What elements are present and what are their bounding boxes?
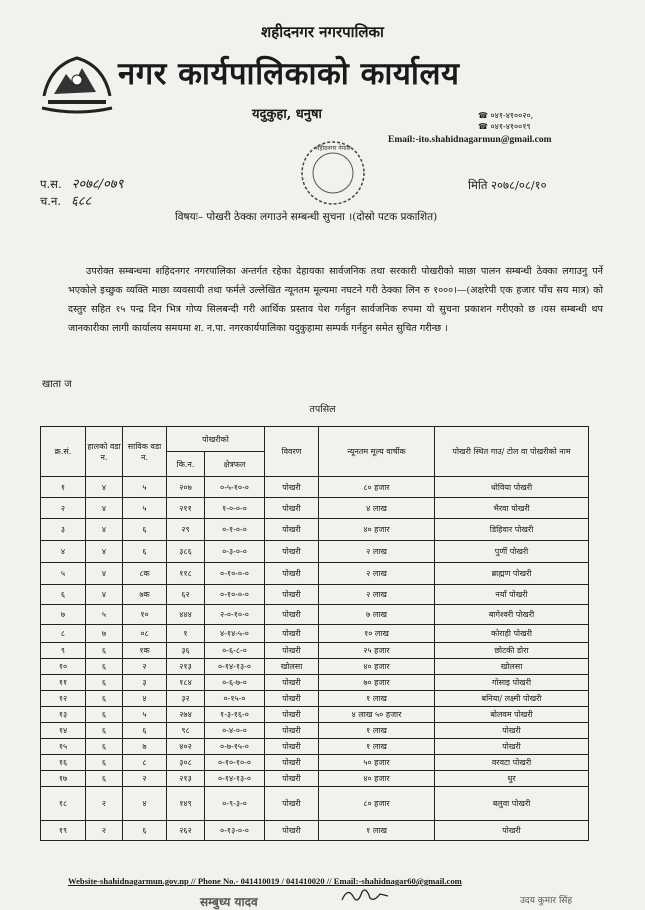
cell-name: बलुवा पोखरी (435, 787, 589, 821)
cell-old: ६ (123, 519, 167, 541)
body-paragraph: उपरोक्त सम्बन्धमा शहिदनगर नगरपालिका अन्तर्गत रहेका देहायका सार्वजनिक तथा सरकारी पोखरीको माछा पालन सम्बन्धी ठेक्का लगाउनु पर्ने भएकोले इच्छुक व्यक्ति माछा व्यवसायी तथा फर्मले उल्लेखित न्यूनतम मूल्यमा नघटने गरी ठेक्का लिन रु १०००।—(अक्षरेपी एक हजार पाँच सय मात्र) को दस्तुर सहित १५ पन्द्र दिन भित्र गोप्य सिलबन्दी गरी आर्थिक प्रस्ताव पेश गर्नहुन सार्वजनिक रुपमा यो सुचना प्रकाशन गरीएको छ ।यस सम्बन्धी थप जानकारीका लागी कार्यालय समयमा श. न.पा. नगरकार्यपालिका यदुकुहामा सम्पर्क गर्नहुन समेत सुचित गरीन्छ । (68, 266, 603, 334)
cell-type: पोखरी (265, 625, 319, 643)
cell-old: १क (123, 643, 167, 659)
header-type: विवरण (265, 427, 319, 477)
cell-kitta: ६२ (167, 585, 205, 605)
cell-area: ०-९-३-० (205, 787, 265, 821)
cell-type: पोखरी (265, 675, 319, 691)
cell-name: नयाँ पोखरी (435, 585, 589, 605)
cell-sn: ११ (41, 675, 86, 691)
cell-kitta: २७४ (167, 707, 205, 723)
cell-area: ०-३-०-० (205, 541, 265, 563)
cell-ward: ६ (86, 723, 123, 739)
cell-type: पोखरी (265, 707, 319, 723)
cell-value: १ लाख (319, 691, 435, 707)
cell-area: ०-४-०-० (205, 723, 265, 739)
cell-area: ०-५-१०-० (205, 477, 265, 498)
cell-name: धुर (435, 771, 589, 787)
office-stamp (298, 138, 368, 208)
cell-old: ६ (123, 541, 167, 563)
table-row (41, 821, 589, 841)
header-ward-current: हालको वडा न. (86, 427, 123, 477)
cell-kitta: २९ (167, 519, 205, 541)
cell-name: गोसाइ पोखरी (435, 675, 589, 691)
table-row (41, 675, 589, 691)
cell-kitta: ३२ (167, 691, 205, 707)
cn-label: च.न. (40, 194, 61, 208)
schedule-title: तपसिल (309, 404, 336, 415)
pond-table (40, 426, 589, 841)
cell-value: ५० हजार (319, 755, 435, 771)
cell-sn: १ (41, 477, 86, 498)
reference-block (40, 176, 123, 210)
notice-date: मिति २०७८/०८/१० (468, 178, 547, 192)
cell-type: पोखरी (265, 563, 319, 585)
header-min-value: न्यूनतम मूल्य वार्षीक (319, 427, 435, 477)
nepal-emblem-icon (40, 52, 114, 114)
cell-sn: ३ (41, 519, 86, 541)
cell-value: ४ लाख (319, 498, 435, 519)
cell-area: ०-१४-१३-० (205, 659, 265, 675)
ps-label: प.स. (40, 177, 62, 191)
table-row (41, 739, 589, 755)
cell-ward: ६ (86, 771, 123, 787)
table-row (41, 519, 589, 541)
cell-value: २ लाख (319, 563, 435, 585)
cell-name: बोलवम पोखरी (435, 707, 589, 723)
cell-old: २ (123, 659, 167, 675)
cell-old: ५ (123, 498, 167, 519)
cell-sn: १५ (41, 739, 86, 755)
cell-old: ७क (123, 585, 167, 605)
cell-sn: १८ (41, 787, 86, 821)
cell-name: बागेश्वरी पोखरी (435, 605, 589, 625)
cell-ward: ६ (86, 707, 123, 723)
stamp-text: शहीदनगर नेपाल (315, 145, 351, 152)
cell-sn: २ (41, 498, 86, 519)
cell-kitta: ३६ (167, 643, 205, 659)
cell-type: पोखरी (265, 498, 319, 519)
table-row (41, 585, 589, 605)
cell-name: छोटकी डोरा (435, 643, 589, 659)
cell-value: १ लाख (319, 723, 435, 739)
cell-ward: ६ (86, 675, 123, 691)
cell-name: पोखरी (435, 821, 589, 841)
ps-value: २०७८/०७९ (71, 177, 124, 192)
cell-area: ०-१०-०-० (205, 585, 265, 605)
cell-value: ४० हजार (319, 519, 435, 541)
table-row (41, 787, 589, 821)
cell-sn: १० (41, 659, 86, 675)
cell-area: १-३-१६-० (205, 707, 265, 723)
table-row (41, 477, 589, 498)
cell-ward: २ (86, 787, 123, 821)
cell-name: बनिया/ लक्ष्मी पोखरी (435, 691, 589, 707)
cell-value: ४० हजार (319, 659, 435, 675)
header-sn: क्र.सं. (41, 427, 86, 477)
cell-name: पोखरी (435, 739, 589, 755)
cell-name: कोराही पोखरी (435, 625, 589, 643)
cell-old: ८क (123, 563, 167, 585)
cell-area: ०-१५-० (205, 691, 265, 707)
cell-area: ०-६-८-० (205, 643, 265, 659)
cell-sn: १७ (41, 771, 86, 787)
cell-ward: ५ (86, 605, 123, 625)
cell-area: १-०-०-० (205, 498, 265, 519)
table-row (41, 643, 589, 659)
cell-ward: ४ (86, 477, 123, 498)
cell-kitta: २६२ (167, 821, 205, 841)
notice-body (68, 262, 603, 338)
table-row (41, 605, 589, 625)
notice-subject: विषयः– पोखरी ठेक्का लगाउने सम्बन्धी सुचना ।(दोस्रो पटक प्रकाशित) (175, 211, 438, 223)
cell-area: ०-७-१५-० (205, 739, 265, 755)
cell-kitta: २०७ (167, 477, 205, 498)
cell-kitta: ४०२ (167, 739, 205, 755)
cell-old: ५ (123, 707, 167, 723)
cell-value: २ लाख (319, 585, 435, 605)
cell-ward: ६ (86, 643, 123, 659)
office-email: Email:-ito.shahidnagarmun@gmail.com (388, 135, 552, 145)
cell-ward: ६ (86, 755, 123, 771)
cell-value: ७ लाख (319, 605, 435, 625)
cell-sn: १६ (41, 755, 86, 771)
cell-sn: ७ (41, 605, 86, 625)
cell-ward: ६ (86, 691, 123, 707)
cell-old: ६ (123, 821, 167, 841)
cell-value: ८० हजार (319, 787, 435, 821)
cell-name: खोलसा (435, 659, 589, 675)
header-location: पोखरी स्थित गाउ/ टोल वा पोखरीको नाम (435, 427, 589, 477)
office-location: यदुकुहा, धनुषा (252, 107, 322, 122)
cell-area: ०-१०-१०-० (205, 755, 265, 771)
table-row (41, 625, 589, 643)
cell-old: ४ (123, 691, 167, 707)
cell-area: ०-१०-०-० (205, 563, 265, 585)
cell-sn: १९ (41, 821, 86, 841)
cell-ward: ४ (86, 519, 123, 541)
cell-kitta: २११ (167, 498, 205, 519)
cell-old: ८ (123, 755, 167, 771)
cell-kitta: ४४४ (167, 605, 205, 625)
cell-type: पोखरी (265, 585, 319, 605)
cell-value: २ लाख (319, 541, 435, 563)
cell-kitta: ९८ (167, 723, 205, 739)
cell-value: १ लाख (319, 739, 435, 755)
table-row (41, 723, 589, 739)
table-row (41, 498, 589, 519)
cell-old: ५ (123, 477, 167, 498)
cell-ward: ४ (86, 541, 123, 563)
cell-type: पोखरी (265, 691, 319, 707)
cell-ward: ४ (86, 563, 123, 585)
cell-kitta: २१३ (167, 771, 205, 787)
cell-value: २५ हजार (319, 643, 435, 659)
cell-value: ४० हजार (319, 771, 435, 787)
header-area: क्षेत्रफल (205, 452, 265, 477)
cell-kitta: ३८६ (167, 541, 205, 563)
cell-area: २-०-१०-० (205, 605, 265, 625)
cell-old: ३ (123, 675, 167, 691)
header-pond: पोखरीको (167, 427, 265, 452)
cell-type: पोखरी (265, 787, 319, 821)
cell-type: पोखरी (265, 541, 319, 563)
cell-type: पोखरी (265, 643, 319, 659)
cell-name: वरवटा पोखरी (435, 755, 589, 771)
cell-name: पुर्णी पोखरी (435, 541, 589, 563)
phone-block (478, 110, 533, 132)
table-row (41, 691, 589, 707)
cell-sn: ६ (41, 585, 86, 605)
cell-sn: ४ (41, 541, 86, 563)
cell-type: पोखरी (265, 605, 319, 625)
cell-kitta: ११८ (167, 563, 205, 585)
signature-left: सम्बुध्य यादव (200, 895, 258, 909)
cell-ward: २ (86, 821, 123, 841)
cell-ward: ४ (86, 585, 123, 605)
table-row (41, 563, 589, 585)
cell-type: पोखरी (265, 755, 319, 771)
cell-value: ७० हजार (319, 675, 435, 691)
cell-area: ०-१३-०-० (205, 821, 265, 841)
pond-table-body (41, 477, 589, 841)
cell-kitta: १ (167, 625, 205, 643)
cell-old: ७ (123, 739, 167, 755)
cell-ward: ६ (86, 739, 123, 755)
cell-type: पोखरी (265, 477, 319, 498)
cell-type: पोखरी (265, 519, 319, 541)
cell-name: पोखरी (435, 723, 589, 739)
cell-old: ४ (123, 787, 167, 821)
cell-value: ८० हजार (319, 477, 435, 498)
cell-sn: ५ (41, 563, 86, 585)
cell-sn: ८ (41, 625, 86, 643)
cell-name: धोविया पोखरी (435, 477, 589, 498)
cell-type: खोलसा (265, 659, 319, 675)
cell-name: डिहिवार पोखरी (435, 519, 589, 541)
cell-sn: १४ (41, 723, 86, 739)
cell-sn: १२ (41, 691, 86, 707)
cell-area: ४-१४-५-० (205, 625, 265, 643)
cell-name: भैरवा पोखरी (435, 498, 589, 519)
cell-area: ०-१४-१३-० (205, 771, 265, 787)
handwritten-signature (340, 884, 390, 906)
footer-contact: Website-shahidnagarmun.gov.np // Phone No.- 041410019 / 041410020 // Email:-shahidnagar60@gmail.com (68, 876, 462, 886)
header-ward-old: साविक वडा न. (123, 427, 167, 477)
cell-value: ४ लाख ५० हजार (319, 707, 435, 723)
cell-old: २ (123, 771, 167, 787)
table-row (41, 707, 589, 723)
cell-ward: ४ (86, 498, 123, 519)
office-title: नगर कार्यपालिकाको कार्यालय (118, 56, 460, 92)
cell-old: १० (123, 605, 167, 625)
cell-kitta: १८४ (167, 675, 205, 691)
cell-sn: ९ (41, 643, 86, 659)
cell-type: पोखरी (265, 739, 319, 755)
cell-type: पोखरी (265, 771, 319, 787)
signature-right: उदय कुमार सिंह (520, 896, 573, 906)
cell-area: ०-६-७-० (205, 675, 265, 691)
cell-ward: ६ (86, 659, 123, 675)
cell-kitta: २१३ (167, 659, 205, 675)
cell-kitta: १४९ (167, 787, 205, 821)
khata-label: खाता ज (42, 379, 72, 390)
cell-old: ०८ (123, 625, 167, 643)
cell-kitta: ३०८ (167, 755, 205, 771)
cell-old: ६ (123, 723, 167, 739)
cell-type: पोखरी (265, 821, 319, 841)
table-row (41, 659, 589, 675)
cn-value: ६८८ (71, 194, 92, 209)
cell-value: १० लाख (319, 625, 435, 643)
cell-name: ब्राह्मण पोखरी (435, 563, 589, 585)
cell-area: ०-१-०-० (205, 519, 265, 541)
table-row (41, 755, 589, 771)
cell-type: पोखरी (265, 723, 319, 739)
municipality-name: शहीदनगर नगरपालिका (261, 23, 384, 41)
phone-number: ☎ ०४१-४१००१९ (478, 122, 531, 131)
header-kitta: कि.न. (167, 452, 205, 477)
cell-ward: ७ (86, 625, 123, 643)
phone-number: ☎ ०४१-४१००२०, (478, 111, 534, 120)
cell-value: १ लाख (319, 821, 435, 841)
table-row (41, 771, 589, 787)
cell-sn: १३ (41, 707, 86, 723)
table-row (41, 541, 589, 563)
